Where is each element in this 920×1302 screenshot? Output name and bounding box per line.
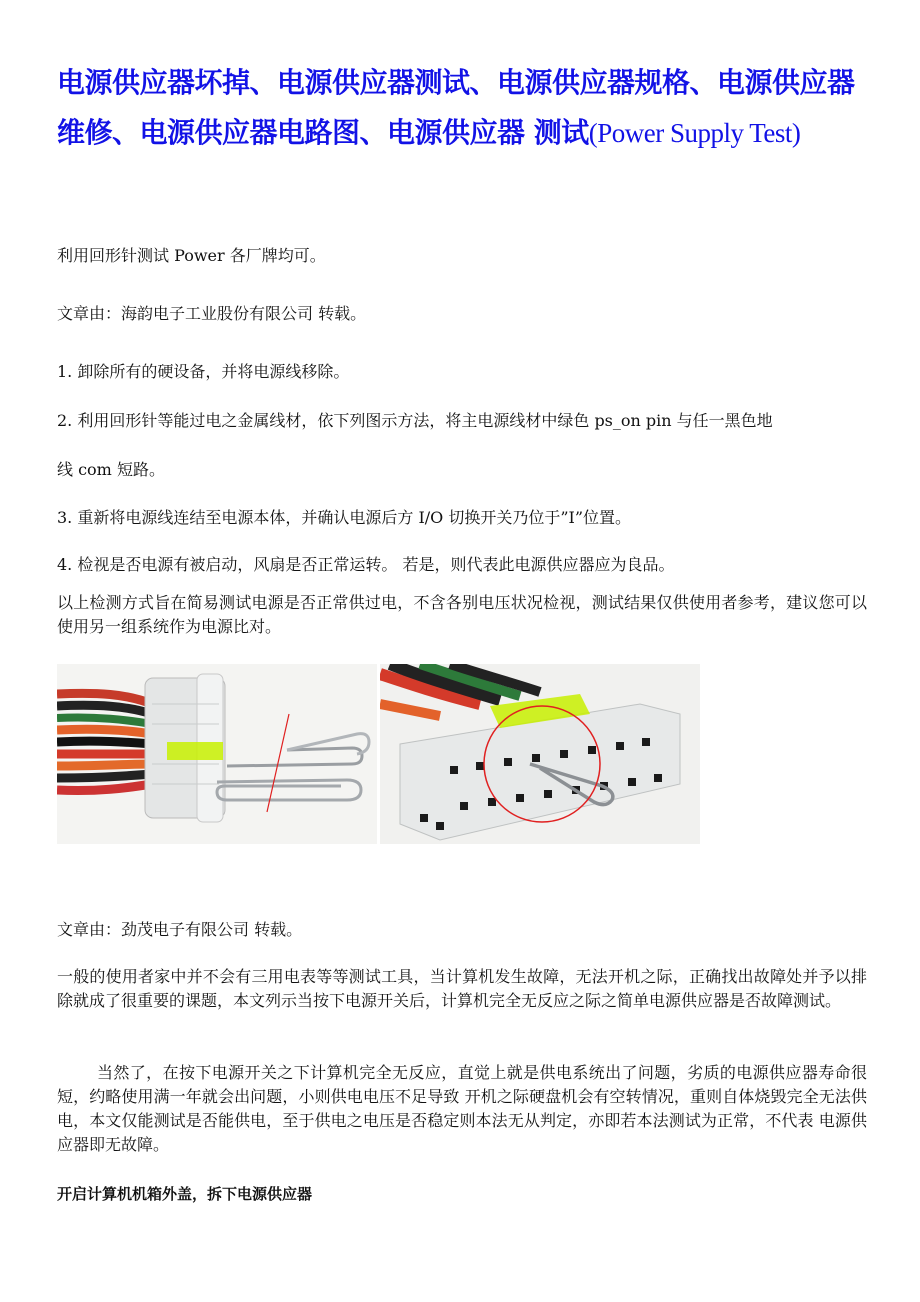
title-line-1: 电源供应器坏掉、电源供应器测试、电源供应器规格、电源供应器 xyxy=(57,66,855,99)
source-credit-2: 文章由：劲茂电子有限公司 转载。 xyxy=(57,920,303,939)
paragraph-2: 当然了，在按下电源开关之下计算机完全无反应，直觉上就是供电系统出了问题，劣质的电源供应器寿命很短，约略使用满一年就会出问题，小则供电电压不足导致 开机之际硬盘机会有空转情况，重则自体烧毁完全无法供电，本文仅能测试是否能供电，至于供电之电压是否稳定则本法无从判定，亦即若本法测试为正常，不代表 电源供应器即无故障。 xyxy=(57,1063,867,1154)
title-line-2 xyxy=(57,108,877,158)
photo-connector-closeup xyxy=(380,664,700,844)
intro-text: 利用回形针测试 Power 各厂牌均可。 xyxy=(57,246,326,265)
photo-connector-and-paperclip xyxy=(57,664,377,844)
step-1: 1. 卸除所有的硬设备，并将电源线移除。 xyxy=(57,362,350,381)
paragraph-1: 一般的使用者家中并不会有三用电表等等测试工具，当计算机发生故障，无法开机之际，正确找出故障处并予以排除就成了很重要的课题，本文列示当按下电源开关后，计算机完全无反应之际之简单电源供应器是否故障测试。 xyxy=(57,967,867,1010)
title-line-2-en: (Power Supply Test) xyxy=(588,118,801,148)
step-2-continued: 线 com 短路。 xyxy=(57,460,165,479)
page-title xyxy=(57,58,877,158)
section-heading: 开启计算机机箱外盖，拆下电源供应器 xyxy=(57,1185,313,1203)
title-line-2-cn: 维修、电源供应器电路图、电源供应器 测试 xyxy=(57,116,589,149)
source-credit-1: 文章由：海韵电子工业股份有限公司 转载。 xyxy=(57,304,367,323)
step-3: 3. 重新将电源线连结至电源本体，并确认电源后方 I/O 切换开关乃位于”I”位置。 xyxy=(57,508,632,527)
step-2: 2. 利用回形针等能过电之金属线材，依下列图示方法，将主电源线材中绿色 ps_on pin 与任一黑色地 xyxy=(57,411,773,430)
note-paragraph: 以上检测方式旨在简易测试电源是否正常供过电，不含各别电压状况检视，测试结果仅供使用者参考，建议您可以使用另一组系统作为电源比对。 xyxy=(57,593,867,636)
step-4: 4. 检视是否电源有被启动，风扇是否正常运转。 若是，则代表此电源供应器应为良品。 xyxy=(57,555,675,574)
